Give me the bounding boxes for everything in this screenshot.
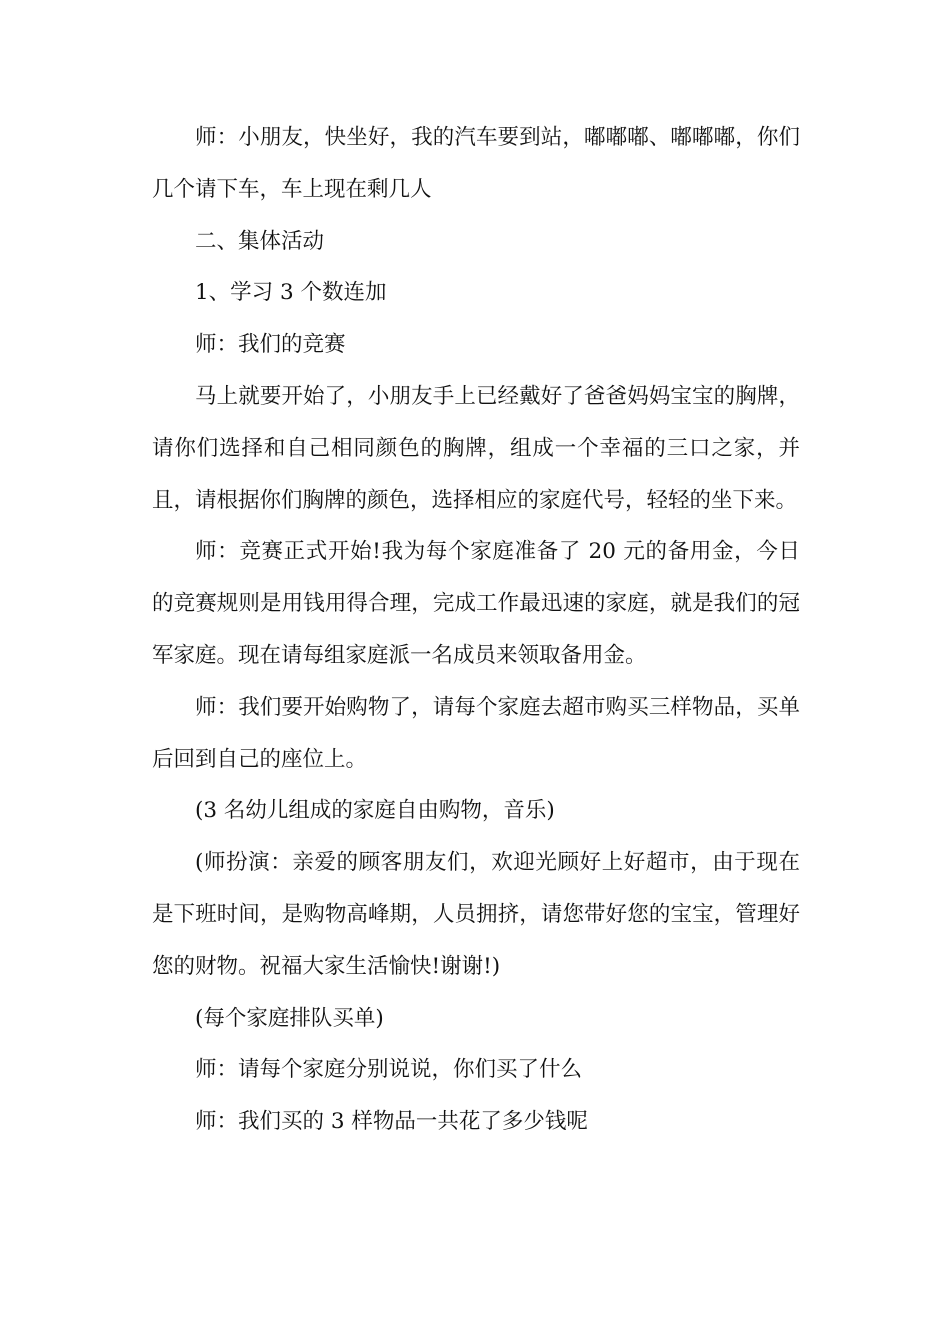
paragraph-what-bought: 师：请每个家庭分别说说，你们买了什么	[195, 1057, 583, 1083]
paragraph-how-much-spent: 师：我们买的 3 样物品一共花了多少钱呢	[195, 1109, 588, 1135]
subheading-three-number-addition: 1、学习 3 个数连加	[195, 280, 387, 306]
section-heading-group-activity: 二、集体活动	[195, 228, 325, 254]
paragraph-queue-checkout: (每个家庭排队买单)	[195, 1005, 384, 1031]
paragraph-shopping: 师：我们要开始购物了，请每个家庭去超市购买三样物品，买单后回到自己的座位上。	[152, 694, 800, 772]
paragraph-teacher-bus: 师：小朋友，快坐好，我的汽车要到站，嘟嘟嘟、嘟嘟嘟，你们几个请下车，车上现在剩几人	[152, 125, 800, 202]
paragraph-competition-start: 师：竞赛正式开始!我为每个家庭准备了 20 元的备用金，今日的竞赛规则是用钱用得合理，完成工作最迅速的家庭，就是我们的冠军家庭。现在请每组家庭派一名成员来领取备用金。	[152, 539, 800, 668]
paragraph-supermarket-announcement: (师扮演：亲爱的顾客朋友们，欢迎光顾好上好超市，由于现在是下班时间，是购物高峰期，人员拥挤，请您带好您的宝宝，管理好您的财物。祝福大家生活愉快!谢谢!)	[152, 850, 800, 979]
paragraph-teacher-competition: 师：我们的竞赛	[195, 332, 346, 358]
paragraph-free-shopping: (3 名幼儿组成的家庭自由购物，音乐)	[195, 798, 555, 824]
paragraph-badges: 马上就要开始了，小朋友手上已经戴好了爸爸妈妈宝宝的胸牌，请你们选择和自己相同颜色的胸牌，组成一个幸福的三口之家，并且，请根据你们胸牌的颜色，选择相应的家庭代号，轻轻的坐下来。	[152, 383, 800, 513]
document-body	[152, 112, 800, 1148]
